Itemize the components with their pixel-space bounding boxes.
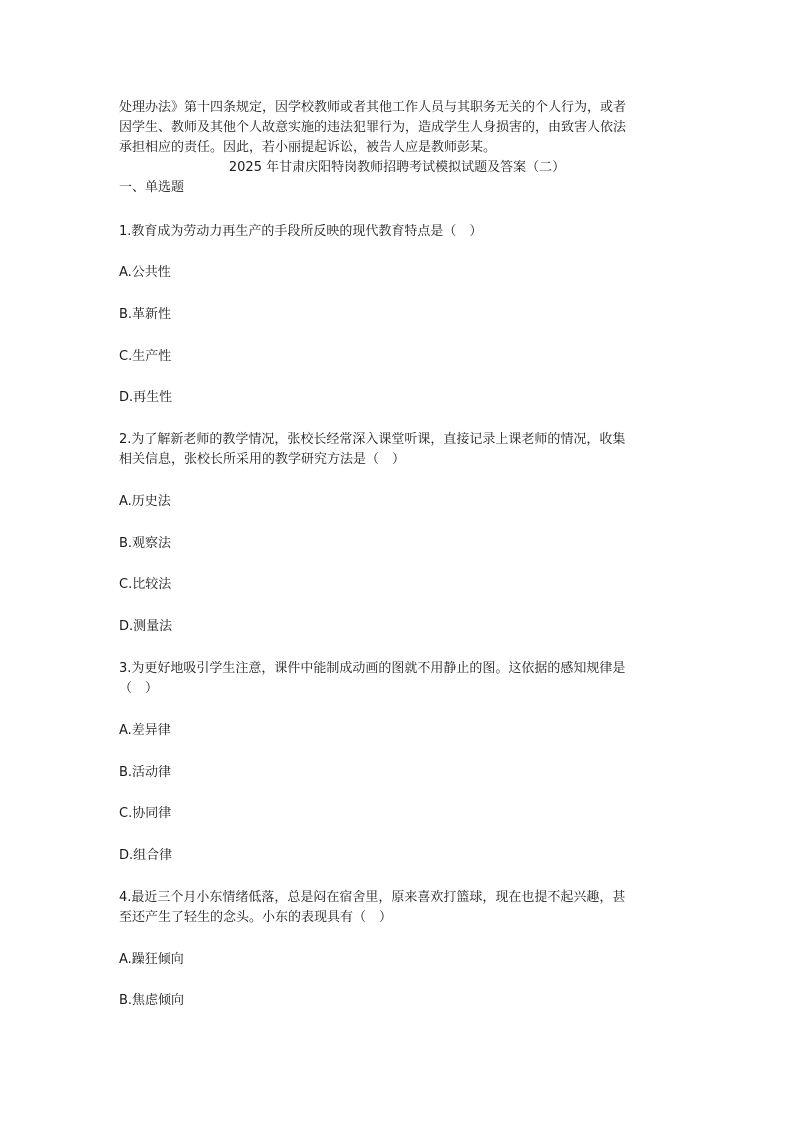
- question-1-option-a: A.公共性: [119, 265, 171, 280]
- intro-line: 承担相应的责任。因此，若小丽提起诉讼，被告人应是教师彭某。: [119, 140, 497, 155]
- question-2-option-d: D.测量法: [119, 619, 173, 634]
- question-2-option-c: C.比较法: [119, 577, 172, 592]
- question-2-option-b: B.观察法: [119, 536, 172, 551]
- question-3-option-c: C.协同律: [119, 806, 172, 821]
- section-heading: 一、单选题: [119, 180, 185, 195]
- intro-line: 因学生、教师及其他个人故意实施的违法犯罪行为，造成学生人身损害的，由致害人依法: [119, 120, 627, 135]
- question-3-text: 3.为更好地吸引学生注意，课件中能制成动画的图就不用静止的图。这依据的感知规律是: [119, 661, 626, 676]
- question-3-option-b: B.活动律: [119, 765, 172, 780]
- question-1-option-b: B.革新性: [119, 307, 172, 322]
- question-3-option-a: A.差异律: [119, 723, 171, 738]
- exam-title: 2025 年甘肃庆阳特岗教师招聘考试模拟试题及答案（二）: [228, 160, 566, 175]
- intro-line: 处理办法》第十四条规定，因学校教师或者其他工作人员与其职务无关的个人行为，或者: [119, 100, 627, 115]
- question-4-option-b: B.焦虑倾向: [119, 993, 185, 1008]
- question-3-text: （ ）: [119, 681, 159, 696]
- intro-paragraph: [119, 98, 679, 158]
- question-2-option-a: A.历史法: [119, 494, 171, 509]
- question-4-option-a: A.躁狂倾向: [119, 952, 184, 967]
- question-4-text: 4.最近三个月小东情绪低落，总是闷在宿舍里，原来喜欢打篮球，现在也提不起兴趣，甚: [119, 890, 626, 905]
- question-2-text: 2.为了解新老师的教学情况，张校长经常深入课堂听课，直接记录上课老师的情况，收集: [119, 432, 626, 447]
- question-1-text: 1.教育成为劳动力再生产的手段所反映的现代教育特点是（ ）: [119, 224, 483, 239]
- question-1-option-c: C.生产性: [119, 349, 172, 364]
- question-1-option-d: D.再生性: [119, 390, 173, 405]
- question-4-text: 至还产生了轻生的念头。小东的表现具有（ ）: [119, 910, 393, 925]
- question-3-option-d: D.组合律: [119, 848, 173, 863]
- question-2-text: 相关信息，张校长所采用的教学研究方法是（ ）: [119, 452, 406, 467]
